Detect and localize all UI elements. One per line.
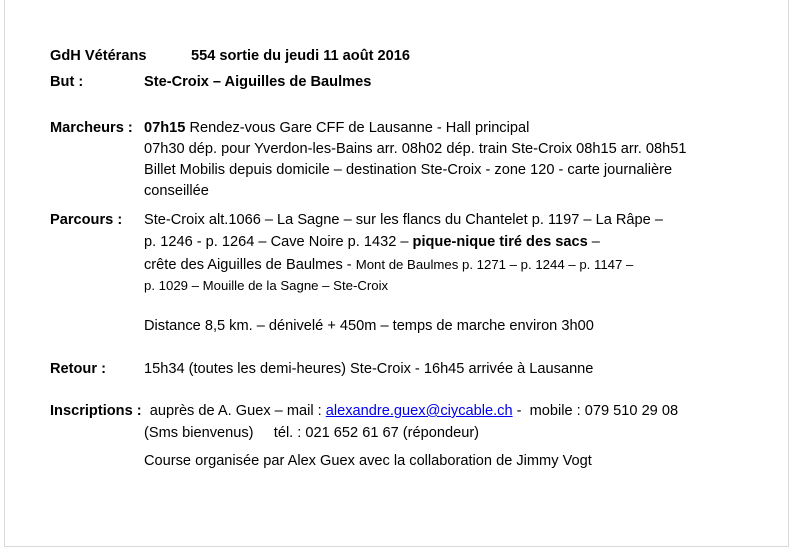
parcours-line2-a: p. 1246 - p. 1264 – Cave Noire p. 1432 – xyxy=(144,234,413,250)
marcheurs-label: Marcheurs : xyxy=(50,120,133,136)
inscriptions-post: - mobile : 079 510 29 08 xyxy=(512,403,679,419)
parcours-line2-b: – xyxy=(587,234,600,250)
parcours-label: Parcours : xyxy=(50,212,123,228)
parcours-line4: p. 1029 – Mouille de la Sagne – Ste-Croix xyxy=(144,278,389,293)
parcours-line3 xyxy=(144,255,633,275)
retour-label: Retour : xyxy=(50,361,106,377)
inscriptions-line3: Course organisée par Alex Guex avec la collaboration de Jimmy Vogt xyxy=(144,453,592,469)
but-value: Ste-Croix – Aiguilles de Baulmes xyxy=(144,74,372,90)
sortie-title: 554 sortie du jeudi 11 août 2016 xyxy=(191,48,410,64)
marcheurs-line1 xyxy=(144,119,529,138)
org-title: GdH Vétérans xyxy=(50,48,147,64)
inscriptions-line1 xyxy=(50,402,678,421)
marcheurs-line1-text: Rendez-vous Gare CFF de Lausanne - Hall principal xyxy=(185,120,530,136)
inscriptions-pre: auprès de A. Guex – mail : xyxy=(141,403,326,419)
marcheurs-time: 07h15 xyxy=(144,120,186,136)
parcours-line3-a: crête des Aiguilles de Baulmes - xyxy=(144,257,356,273)
retour-value: 15h34 (toutes les demi-heures) Ste-Croix - 16h45 arrivée à Lausanne xyxy=(144,361,594,377)
parcours-line2 xyxy=(144,233,600,252)
parcours-line1: Ste-Croix alt.1066 – La Sagne – sur les flancs du Chantelet p. 1197 – La Râpe – xyxy=(144,212,663,228)
parcours-distance: Distance 8,5 km. – dénivelé + 450m – temps de marche environ 3h00 xyxy=(144,318,594,334)
but-label: But : xyxy=(50,74,84,90)
parcours-line3-small: Mont de Baulmes p. 1271 – p. 1244 – p. 1147 – xyxy=(355,257,634,272)
email-link[interactable]: alexandre.guex@ciycable.ch xyxy=(325,403,513,419)
marcheurs-line4: conseillée xyxy=(144,183,209,199)
marcheurs-line3: Billet Mobilis depuis domicile – destination Ste-Croix - zone 120 - carte journalière xyxy=(144,162,673,178)
marcheurs-line2: 07h30 dép. pour Yverdon-les-Bains arr. 08h02 dép. train Ste-Croix 08h15 arr. 08h51 xyxy=(144,141,687,157)
parcours-picnic: pique-nique tiré des sacs xyxy=(412,234,588,250)
inscriptions-line2: (Sms bienvenus) tél. : 021 652 61 67 (répondeur) xyxy=(144,425,480,441)
inscriptions-label: Inscriptions : xyxy=(50,403,142,419)
